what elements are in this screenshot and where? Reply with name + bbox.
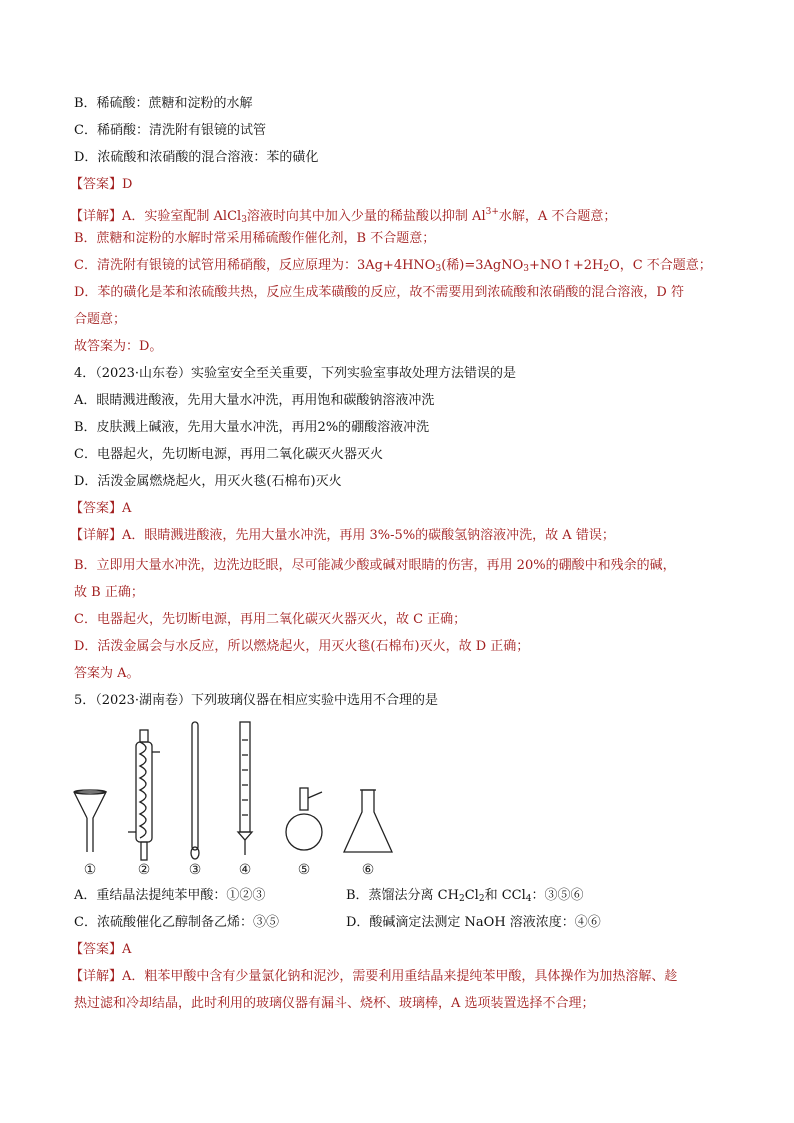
option-text: ：③⑤⑥ [531,888,584,903]
answer-value: A [122,501,132,516]
label-1: ① [83,862,97,878]
detail-tag: 【详解】 [70,209,123,224]
condenser-icon [128,730,160,860]
q5-option-c: C．浓硫酸催化乙醇制备乙烯：③⑤ [74,915,279,930]
option-text: Cl [464,888,479,903]
conical-flask-icon [344,790,392,852]
detail-text: 水解，A 不合题意； [498,209,617,224]
distillation-flask-icon [286,788,322,850]
answer-value: D [122,177,133,192]
subscript: 2 [603,264,610,274]
q3-conclusion: 故答案为：D。 [74,339,163,354]
q3-option-d: D．浓硫酸和浓硝酸的混合溶液：苯的磺化 [74,150,319,165]
q4-option-a: A．眼睛溅进酸液，先用大量水冲洗，再用饱和碳酸钠溶液冲洗 [74,393,435,408]
label-4: ④ [238,862,252,878]
q4-option-b: B．皮肤溅上碱液，先用大量水冲洗，再用2%的硼酸溶液冲洗 [74,420,430,435]
q4-detail-a [70,527,730,545]
subscript: 3 [241,215,247,225]
q4-detail-b1: B．立即用大量水冲洗，边洗边眨眼，尽可能减少酸或碱对眼睛的伤害，再用 20%的硼酸中和残余的碱， [74,558,676,573]
option-text: B．蒸馏法分离 CH [346,888,459,903]
detail-tag: 【详解】 [70,528,123,543]
q4-detail-d: D．活泼金属会与水反应，所以燃烧起火，用灭火毯(石棉布)灭火，故 D 正确； [74,639,530,654]
q4-detail-b2: 故 B 正确； [74,585,144,600]
funnel-icon [74,790,106,852]
label-5: ⑤ [297,862,311,878]
q5-stem: 5．（2023·湖南卷）下列玻璃仪器在相应实验中选用不合理的是 [74,693,438,708]
q3-detail-d2: 合题意； [74,312,127,327]
q3-detail-a [70,203,730,229]
label-3: ③ [188,862,202,878]
answer-tag: 【答案】 [70,942,123,957]
option-text: 和 CCl [484,888,526,903]
detail-text: +NO↑+2H [529,258,604,273]
subscript: 2 [478,894,485,904]
label-2: ② [137,862,151,878]
q3-detail-c [74,257,734,278]
detail-text: A．眼睛溅进酸液，先用大量水冲洗，再用 3%-5%的碳酸氢钠溶液冲洗，故 A 错误； [122,528,615,543]
q5-answer [70,941,730,959]
subscript: 3 [435,264,442,274]
q4-option-d: D．活泼金属燃烧起火，用灭火毯(石棉布)灭火 [74,474,342,489]
detail-text: A．粗苯甲酸中含有少量氯化钠和泥沙，需要利用重结晶来提纯苯甲酸，具体操作为加热溶解、趁 [122,969,678,984]
q3-detail-d1: D．苯的磺化是苯和浓硫酸共热，反应生成苯磺酸的反应，故不需要用到浓硫酸和浓硝酸的混合溶液，D 符 [74,285,684,300]
q4-option-c: C．电器起火，先切断电源，再用二氧化碳灭火器灭火 [74,447,383,462]
label-6: ⑥ [361,862,375,878]
q4-detail-c: C．电器起火，先切断电源，再用二氧化碳灭火器灭火，故 C 正确； [74,612,467,627]
subscript: 4 [525,894,532,904]
q3-answer [70,176,730,194]
detail-text: O，C 不合题意； [609,258,712,273]
answer-tag: 【答案】 [70,501,123,516]
q5-option-d: D．酸碱滴定法测定 NaOH 溶液浓度：④⑥ [346,915,601,930]
q5-option-b [346,887,584,908]
thermometer-icon [191,722,199,859]
burette-icon [238,722,252,855]
q3-detail-b: B．蔗糖和淀粉的水解时常采用稀硫酸作催化剂，B 不合题意； [74,231,436,246]
q5-detail-a2: 热过滤和冷却结晶，此时利用的玻璃仪器有漏斗、烧杯、玻璃棒，A 选项装置选择不合理； [74,996,595,1011]
q4-answer [70,500,730,518]
subscript: 3 [523,264,529,274]
q4-stem: 4．（2023·山东卷）实验室安全至关重要，下列实验室事故处理方法错误的是 [74,366,516,381]
q5-detail-a1 [70,968,730,986]
q3-option-b: B．稀硫酸：蔗糖和淀粉的水解 [74,96,253,111]
q3-option-c: C．稀硝酸：清洗附有银镜的试管 [74,123,266,138]
detail-text: A．实验室配制 AlCl [122,209,242,224]
detail-tag: 【详解】 [70,969,123,984]
q4-conclusion: 答案为 A。 [74,666,140,681]
subscript: 2 [458,894,465,904]
detail-text: (稀)=3AgNO [441,258,524,273]
answer-value: A [122,942,132,957]
glassware-figure [60,720,420,880]
detail-text: 溶液时向其中加入少量的稀盐酸以抑制 Al [246,209,486,224]
superscript: 3+ [485,207,499,217]
answer-tag: 【答案】 [70,177,123,192]
detail-text: C．清洗附有银镜的试管用稀硝酸，反应原理为：3Ag+4HNO [74,258,436,273]
q5-option-a: A．重结晶法提纯苯甲酸：①②③ [74,888,266,903]
